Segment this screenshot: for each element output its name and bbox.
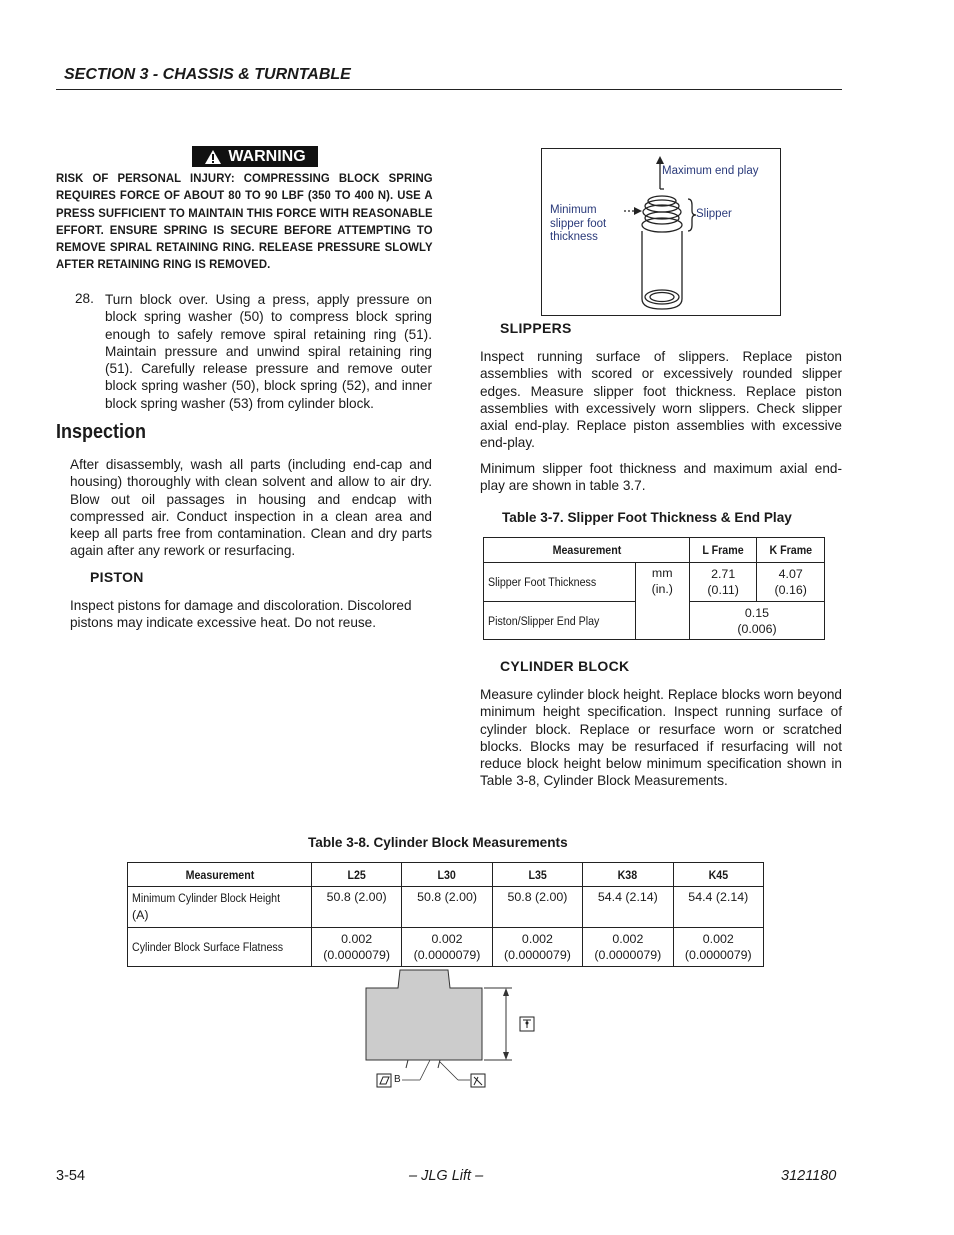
- table37-header-measurement: Measurement: [484, 538, 690, 563]
- inspection-text: After disassembly, wash all parts (including end-cap and housing) thoroughly with clean solvent and allow to air dry. Blow out oil passages in housing and endcap with compressed air. Conduct inspection in a clean area and keep all parts free from contamination. Clean and dry parts again after any rework or resurfacing.: [70, 457, 432, 559]
- piston-text: Inspect pistons for damage and discoloration. Discolored pistons may indicate excessive heat. Do not reuse.: [70, 598, 412, 631]
- table38-row1-cell: 50.8 (2.00): [402, 887, 492, 928]
- table38-row2-cell: 0.002 (0.0000079): [673, 928, 763, 967]
- table38-header-l35: L35: [492, 863, 582, 887]
- cylinder-block-heading: CYLINDER BLOCK: [500, 658, 630, 674]
- min-thickness-label: [550, 204, 606, 245]
- table38-row1-label: Minimum Cylinder Block Height (A): [128, 887, 312, 928]
- cylinder-block-figure: [360, 968, 550, 1093]
- header-rule: [56, 89, 842, 90]
- section-header: SECTION 3 - CHASSIS & TURNTABLE: [64, 66, 351, 83]
- step-text: Turn block over. Using a press, apply pressure on block spring washer (50) to compress block spring enough to safely remove spiral retaining ring (51). Maintain pressure and unwind spiral retaining ring (51). Carefully release pressure and remove outer block spring washer (50), block spring (52), and inner block spring washer (53) from cylinder block.: [105, 292, 432, 411]
- slipper-label: Slipper: [696, 208, 732, 220]
- table38-row2-cell: 0.002 (0.0000079): [492, 928, 582, 967]
- table38-row1-cell: 50.8 (2.00): [311, 887, 401, 928]
- table38-header-l25: L25: [311, 863, 401, 887]
- max-end-play-label: Maximum end play: [662, 165, 759, 177]
- warning-triangle-icon: [204, 149, 222, 165]
- cylinder-block-diagram: [360, 968, 550, 1093]
- warning-text: RISK OF PERSONAL INJURY: COMPRESSING BLOCK SPRING REQUIRES FORCE OF ABOUT 80 TO 90 LBF (350 TO 400 N). USE A PRESS SUFFICIENT TO MAINTAIN THIS FORCE WITH REASONABLE EFFORT. ENSURE SPRING IS SECURE BEFORE ATTEMPTING TO REMOVE SPIRAL RETAINING RING. RELEASE PRESSURE SLOWLY AFTER RETAINING RING IS REMOVED.: [56, 171, 433, 272]
- table38-header-measurement: Measurement: [128, 863, 312, 887]
- table38-header-l30: L30: [402, 863, 492, 887]
- min-thickness-line2: slipper foot: [550, 217, 607, 230]
- step-number: 28.: [75, 291, 94, 306]
- document-number: 3121180: [781, 1168, 837, 1184]
- table37-row1-k: 4.07 (0.16): [757, 563, 825, 602]
- table38-caption: Table 3-8. Cylinder Block Measurements: [308, 835, 568, 850]
- table38-header-k45: K45: [673, 863, 763, 887]
- table38-row1-cell: 54.4 (2.14): [673, 887, 763, 928]
- table37-row1-l: 2.71 (0.11): [689, 563, 756, 602]
- min-thickness-line1: Minimum: [550, 204, 597, 216]
- piston-heading: PISTON: [90, 569, 144, 585]
- table38-row1-cell: 50.8 (2.00): [492, 887, 582, 928]
- datum-label: B: [394, 1074, 401, 1085]
- flatness-symbol-icon: [377, 1074, 391, 1087]
- table37-caption: Table 3-7. Slipper Foot Thickness & End Play: [502, 510, 792, 525]
- height-symbol-icon: [520, 1017, 534, 1031]
- table38-row2-cell: 0.002 (0.0000079): [583, 928, 673, 967]
- table37-header-l: L Frame: [689, 538, 756, 563]
- min-thickness-line3: thickness: [550, 231, 598, 243]
- table37: [483, 537, 825, 640]
- table38-row2-label: Cylinder Block Surface Flatness: [128, 928, 312, 967]
- slippers-text-2: Minimum slipper foot thickness and maximum axial end-play are shown in table 3.7.: [480, 461, 842, 494]
- table37-header-k: K Frame: [757, 538, 825, 563]
- table38-row2-cell: 0.002 (0.0000079): [311, 928, 401, 967]
- warning-badge: [192, 146, 318, 167]
- slippers-text-1: Inspect running surface of slippers. Replace piston assemblies with scored or excessively rounded slipper edges. Measure slipper foot thickness. Replace piston assemblies with excessively worn slippers. Check slipper axial end-play. Replace piston assemblies with excessive end-play.: [480, 349, 842, 451]
- table38: [127, 862, 764, 967]
- page-number: 3-54: [56, 1168, 86, 1184]
- perpendicularity-symbol-icon: [471, 1074, 485, 1087]
- inspection-heading: Inspection: [56, 421, 147, 443]
- table38-row2-cell: 0.002 (0.0000079): [402, 928, 492, 967]
- table38-header-k38: K38: [583, 863, 673, 887]
- table37-row1-label: Slipper Foot Thickness: [484, 563, 636, 602]
- table38-row1-cell: 54.4 (2.14): [583, 887, 673, 928]
- slippers-heading: SLIPPERS: [500, 320, 572, 336]
- slipper-figure: [541, 148, 781, 316]
- table37-row2-value: 0.15 (0.006): [689, 602, 824, 640]
- cylinder-block-text: Measure cylinder block height. Replace blocks worn beyond minimum height specification. Inspect running surface of cylinder block. Replace or resurface worn or scratched blocks. Blocks may be resurfaced if resurfacing will not reduce block height below minimum specification shown in Table 3-8, Cylinder Block Measurements.: [480, 687, 842, 789]
- footer-center: – JLG Lift –: [409, 1168, 484, 1184]
- table37-unit: mm (in.): [635, 563, 689, 640]
- table37-row2-label: Piston/Slipper End Play: [484, 602, 636, 640]
- warning-badge-label: WARNING: [228, 147, 306, 165]
